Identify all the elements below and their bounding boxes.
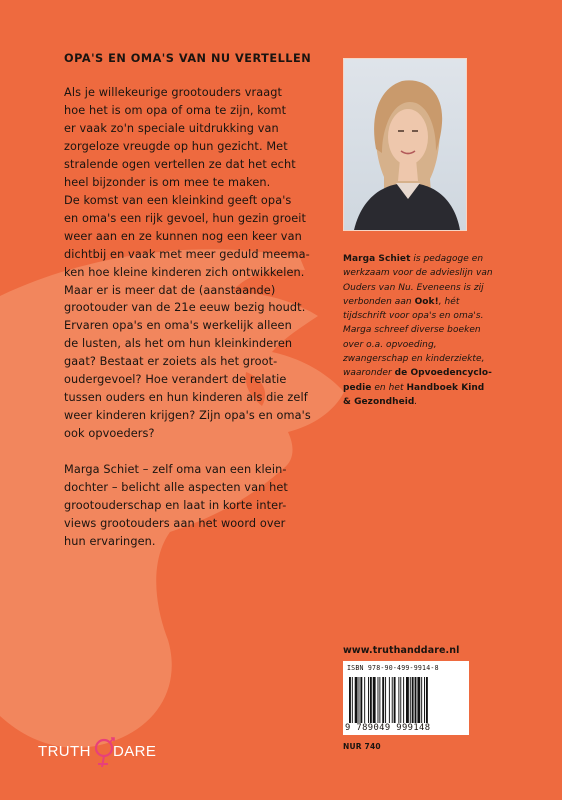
- text-line: de lusten, als het om hun kleinkinderen: [64, 337, 293, 351]
- barcode-bar: [368, 677, 369, 723]
- barcode-bar: [349, 677, 351, 723]
- barcode-bar: [373, 677, 376, 723]
- barcode-bar: [415, 677, 417, 723]
- author-bio: [343, 252, 495, 409]
- barcode-bar: [421, 677, 422, 723]
- intro-paragraph: [64, 84, 318, 191]
- text-line: ook opvoeders?: [64, 426, 155, 440]
- text-line: Als je willekeurige grootouders vraagt: [64, 86, 283, 99]
- barcode-bar: [403, 677, 404, 723]
- barcode-bar: [379, 677, 380, 723]
- back-cover-title: OPA'S EN OMA'S VAN NU VERTELLEN: [64, 52, 312, 65]
- text-line: weer kinderen krijgen? Zijn opa's en oma's: [64, 408, 311, 422]
- text-line: er vaak zo'n speciale uitdrukking van: [64, 121, 279, 135]
- barcode-bar: [385, 677, 386, 723]
- text-line: hoe het is om opa of oma te zijn, komt: [64, 103, 287, 117]
- barcode-bar: [426, 677, 428, 723]
- text-line: views grootouders aan het woord over: [64, 516, 286, 530]
- barcode-bar: [410, 677, 411, 723]
- barcode-bar: [359, 677, 360, 723]
- barcode-bar: [355, 677, 358, 723]
- nur-code: NUR 740: [343, 742, 381, 751]
- barcode-bar: [392, 677, 393, 723]
- text-line: gaat? Bestaat er zoiets als het groot-: [64, 355, 278, 369]
- body-paragraph: [64, 192, 318, 443]
- logo-text-truth: TRUTH: [38, 743, 91, 760]
- bio-text: , hét tijdschrift voor opa's en oma's. Marga schreef diverse boeken over o.a. opvoeding, zwangerschap en kinderziekte, waaronder: [343, 296, 485, 379]
- barcode-bar: [394, 677, 396, 723]
- text-line: heel bijzonder is om mee te maken.: [64, 175, 271, 189]
- text-line: Ervaren opa's en oma's werkelijk alleen: [64, 319, 292, 333]
- barcode-bar: [424, 677, 425, 723]
- bio-text: en het: [371, 382, 407, 393]
- text-line: zorgeloze vreugde op hun gezicht. Met: [64, 139, 288, 153]
- barcode-bar: [352, 677, 353, 723]
- barcode-bar: [400, 677, 401, 723]
- barcode-number: 9 789049 999148: [345, 723, 431, 733]
- book-title: Handboek Kind & Gezondheid: [343, 382, 485, 407]
- barcode-bar: [370, 677, 372, 723]
- text-line: De komst van een kleinkind geeft opa's: [64, 194, 292, 207]
- barcode-area: [343, 661, 469, 735]
- publisher-logo: [38, 735, 178, 771]
- text-line: grootouderschap en laat in korte inter-: [64, 498, 287, 512]
- text-line: ken hoe kleine kinderen zich ontwikkelen.: [64, 265, 305, 279]
- barcode: [349, 677, 463, 723]
- text-line: dichtbij en vaak met meer geduld meema-: [64, 247, 310, 261]
- barcode-bar: [412, 677, 414, 723]
- text-line: Marga Schiet – zelf oma van een klein-: [64, 463, 287, 476]
- barcode-bar: [360, 677, 362, 723]
- barcode-bar: [389, 677, 390, 723]
- text-line: tussen ouders en hun kinderen als die zelf: [64, 390, 308, 404]
- barcode-bar: [378, 677, 379, 723]
- bio-text: is pedagoge en werkzaam voor de advieslijn van Ouders van Nu. Eveneens is zij verbonden aan: [343, 254, 493, 307]
- publisher-website: www.truthanddare.nl: [343, 645, 460, 656]
- text-line: oudergevoel? Hoe verandert de relatie: [64, 373, 287, 387]
- book-title: de Opvoedencyclo-pedie: [343, 368, 492, 393]
- text-line: hun ervaringen.: [64, 534, 156, 548]
- barcode-bar: [398, 677, 399, 723]
- text-line: Maar er is meer dat de (aanstaande): [64, 283, 276, 297]
- text-line: grootouder van de 21e eeuw bezig houdt.: [64, 301, 306, 315]
- isbn-text: ISBN 978-90-499-9914-8: [347, 664, 439, 672]
- text-line: en oma's een rijk gevoel, hun gezin groeit: [64, 211, 307, 225]
- barcode-bar: [406, 677, 409, 723]
- text-line: weer aan en ze kunnen nog een keer van: [64, 229, 302, 243]
- portrait-illustration: [344, 59, 466, 230]
- barcode-bar: [364, 677, 365, 723]
- logo-text-dare: DARE: [113, 743, 157, 760]
- text-line: stralende ogen vertellen ze dat het echt: [64, 157, 296, 171]
- magazine-name: Ook!: [414, 296, 439, 307]
- text-line: dochter – belicht alle aspecten van het: [64, 480, 288, 494]
- author-photo: [343, 58, 467, 231]
- bio-text: .: [414, 396, 418, 407]
- author-name: Marga Schiet: [343, 254, 411, 264]
- author-paragraph: [64, 461, 318, 551]
- barcode-bar: [417, 677, 420, 723]
- barcode-bar: [382, 677, 384, 723]
